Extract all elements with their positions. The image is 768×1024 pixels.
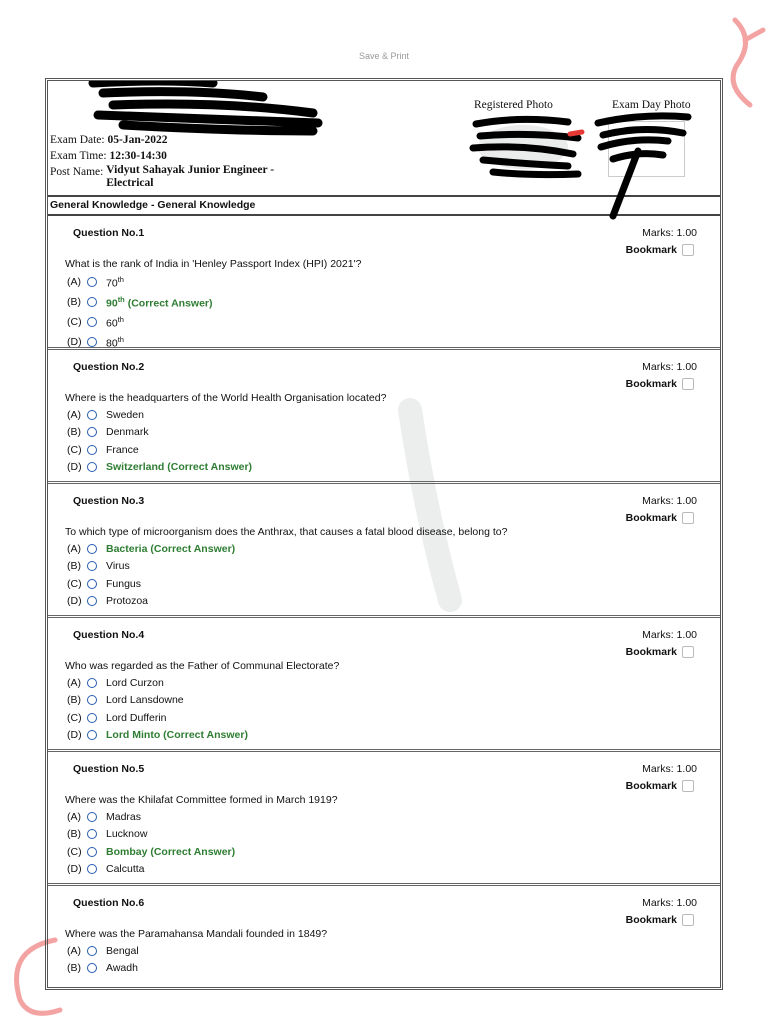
question-text: Where was the Khilafat Committee formed in March 1919? (65, 794, 338, 806)
option-row[interactable] (67, 843, 235, 861)
option-row[interactable] (67, 292, 213, 312)
question-block (48, 752, 720, 886)
option-text: Virus (106, 560, 130, 573)
options-list (67, 808, 235, 878)
option-row[interactable] (67, 593, 235, 611)
option-text: Denmark (106, 426, 149, 439)
question-block (48, 618, 720, 752)
option-text: France (106, 443, 139, 456)
option-text: Madras (106, 810, 142, 823)
radio-icon[interactable] (87, 445, 97, 455)
option-letter: (C) (67, 711, 82, 724)
radio-icon[interactable] (87, 462, 97, 472)
option-letter: (D) (67, 461, 82, 474)
correct-answer-tag: (Correct Answer) (124, 297, 213, 310)
option-letter: (B) (67, 426, 81, 439)
option-text: Lucknow (106, 828, 148, 841)
option-letter: (C) (67, 577, 82, 590)
bookmark-checkbox[interactable] (682, 914, 694, 926)
exam-time-row (50, 148, 306, 164)
exam-date-label: Exam Date: (50, 134, 105, 146)
option-letter: (B) (67, 694, 81, 707)
option-letter: (C) (67, 316, 82, 328)
option-text: Bengal (106, 944, 139, 957)
radio-icon[interactable] (87, 963, 97, 973)
ordinal-suffix: th (117, 294, 125, 304)
radio-icon[interactable] (87, 579, 97, 589)
bookmark-checkbox[interactable] (682, 244, 694, 256)
option-row[interactable] (67, 575, 235, 593)
option-text: Lord Lansdowne (106, 694, 184, 707)
option-letter: (A) (67, 944, 81, 957)
option-letter: (C) (67, 845, 82, 858)
response-sheet (45, 78, 723, 990)
question-number: Question No.6 (73, 897, 145, 909)
option-row[interactable] (67, 727, 248, 745)
ordinal-suffix: th (117, 314, 124, 324)
option-row[interactable] (67, 709, 248, 727)
options-list (67, 540, 235, 610)
question-number: Question No.1 (73, 227, 145, 239)
option-text: Bacteria (Correct Answer) (106, 542, 236, 555)
option-letter: (B) (67, 962, 81, 975)
radio-icon[interactable] (87, 561, 97, 571)
option-letter: (D) (67, 863, 82, 876)
section-title: General Knowledge - General Knowledge (48, 197, 720, 216)
exam-time-value: 12:30-14:30 (109, 150, 167, 162)
options-list (67, 942, 139, 977)
option-row[interactable] (67, 406, 252, 424)
exam-header (48, 81, 720, 197)
option-text: Bombay (Correct Answer) (106, 845, 236, 858)
exam-day-photo-label: Exam Day Photo (612, 99, 691, 111)
bookmark-checkbox[interactable] (682, 378, 694, 390)
bookmark-label: Bookmark (625, 914, 677, 926)
radio-icon[interactable] (87, 829, 97, 839)
option-row[interactable] (67, 942, 139, 960)
radio-icon[interactable] (87, 596, 97, 606)
option-letter: (C) (67, 443, 82, 456)
option-text: Lord Curzon (106, 676, 164, 689)
option-row[interactable] (67, 312, 213, 332)
registered-photo-label: Registered Photo (474, 99, 553, 111)
option-text: Lord Minto (Correct Answer) (106, 729, 248, 742)
option-row[interactable] (67, 808, 235, 826)
question-block (48, 350, 720, 484)
option-letter: (B) (67, 828, 81, 841)
option-text: 80th (106, 334, 124, 350)
option-letter: (A) (67, 676, 81, 689)
radio-icon[interactable] (87, 544, 97, 554)
bookmark-label: Bookmark (625, 512, 677, 524)
question-block (48, 886, 720, 990)
bookmark-checkbox[interactable] (682, 512, 694, 524)
option-row[interactable] (67, 826, 235, 844)
option-text: Protozoa (106, 595, 149, 608)
option-letter: (A) (67, 810, 81, 823)
option-text: 90th (Correct Answer) (106, 294, 213, 310)
radio-icon[interactable] (87, 678, 97, 688)
question-text: Who was regarded as the Father of Communal Electorate? (65, 660, 340, 672)
exam-info (50, 132, 306, 190)
option-text: 70th (106, 274, 124, 290)
option-letter: (A) (67, 276, 81, 288)
radio-icon[interactable] (87, 864, 97, 874)
radio-icon[interactable] (87, 277, 97, 287)
option-letter: (B) (67, 560, 81, 573)
radio-icon[interactable] (87, 847, 97, 857)
post-name-label: Post Name: (50, 166, 104, 178)
option-row[interactable] (67, 692, 248, 710)
question-text: Where is the headquarters of the World Health Organisation located? (65, 392, 387, 404)
option-text: Sweden (106, 408, 144, 421)
question-number: Question No.4 (73, 629, 145, 641)
ordinal-suffix: th (117, 274, 124, 284)
option-row[interactable] (67, 558, 235, 576)
question-text: To which type of microorganism does the Anthrax, that causes a fatal blood disease, belong to? (65, 526, 508, 538)
exam-date-value: 05-Jan-2022 (107, 134, 168, 146)
option-row[interactable] (67, 960, 139, 978)
marks-label: Marks: 1.00 (642, 495, 697, 507)
options-list (67, 272, 213, 352)
option-row[interactable] (67, 674, 248, 692)
marks-label: Marks: 1.00 (642, 629, 697, 641)
bookmark-toggle[interactable] (626, 780, 694, 792)
radio-icon[interactable] (87, 317, 97, 327)
options-list (67, 406, 252, 476)
exam-day-photo-redacted (593, 111, 693, 221)
option-row[interactable] (67, 272, 213, 292)
registered-photo-redacted (468, 114, 588, 184)
bookmark-toggle[interactable] (626, 512, 694, 524)
option-text: Lord Dufferin (106, 711, 167, 724)
radio-icon[interactable] (87, 297, 97, 307)
exam-time-label: Exam Time: (50, 150, 107, 162)
marks-label: Marks: 1.00 (642, 897, 697, 909)
option-letter: (A) (67, 408, 81, 421)
option-row[interactable] (67, 459, 252, 477)
bookmark-checkbox[interactable] (682, 780, 694, 792)
radio-icon[interactable] (87, 713, 97, 723)
option-row[interactable] (67, 424, 252, 442)
option-text: 60th (106, 314, 124, 330)
option-row[interactable] (67, 332, 213, 352)
option-row[interactable] (67, 441, 252, 459)
radio-icon[interactable] (87, 946, 97, 956)
bookmark-toggle[interactable] (626, 378, 694, 390)
exam-date-row (50, 132, 306, 148)
bookmark-label: Bookmark (625, 780, 677, 792)
option-letter: (B) (67, 296, 81, 308)
question-text: What is the rank of India in 'Henley Passport Index (HPI) 2021'? (65, 258, 362, 270)
marks-label: Marks: 1.00 (642, 361, 697, 373)
option-text: Calcutta (106, 863, 145, 876)
radio-icon[interactable] (87, 427, 97, 437)
radio-icon[interactable] (87, 695, 97, 705)
question-block (48, 484, 720, 618)
option-letter: (A) (67, 542, 81, 555)
question-block (48, 216, 720, 350)
marks-label: Marks: 1.00 (642, 227, 697, 239)
bookmark-checkbox[interactable] (682, 646, 694, 658)
save-print-button[interactable]: Save & Print (358, 51, 410, 61)
ordinal-suffix: th (117, 334, 124, 344)
bookmark-label: Bookmark (625, 378, 677, 390)
question-text: Where was the Paramahansa Mandali founded in 1849? (65, 928, 328, 940)
option-letter: (D) (67, 595, 82, 608)
bookmark-toggle[interactable] (626, 914, 694, 926)
option-letter: (D) (67, 729, 82, 742)
bookmark-toggle[interactable] (626, 244, 694, 256)
option-text: Awadh (106, 962, 138, 975)
option-text: Switzerland (Correct Answer) (106, 461, 253, 474)
redacted-candidate-name (83, 78, 323, 139)
bookmark-label: Bookmark (625, 244, 677, 256)
question-number: Question No.3 (73, 495, 145, 507)
option-row[interactable] (67, 540, 235, 558)
radio-icon[interactable] (87, 410, 97, 420)
question-number: Question No.2 (73, 361, 145, 373)
marks-label: Marks: 1.00 (642, 763, 697, 775)
bookmark-toggle[interactable] (626, 646, 694, 658)
options-list (67, 674, 248, 744)
option-row[interactable] (67, 861, 235, 879)
radio-icon[interactable] (87, 812, 97, 822)
bookmark-label: Bookmark (625, 646, 677, 658)
question-list (48, 216, 720, 990)
post-name-value: Vidyut Sahayak Junior Engineer - Electrical (106, 164, 275, 189)
post-name-row (50, 164, 306, 190)
radio-icon[interactable] (87, 730, 97, 740)
question-number: Question No.5 (73, 763, 145, 775)
option-text: Fungus (106, 577, 142, 590)
radio-icon[interactable] (87, 337, 97, 347)
option-letter: (D) (67, 336, 82, 348)
